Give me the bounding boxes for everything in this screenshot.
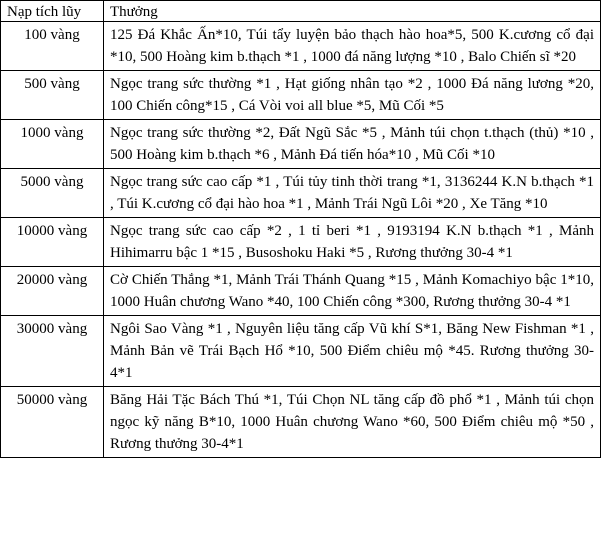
recharge-amount: 500 vàng [1, 71, 104, 120]
table-row [1, 218, 601, 267]
table-row [1, 71, 601, 120]
reward-list: Ngọc trang sức cao cấp *1 , Túi tủy tinh thời trang *1, 3136244 K.N b.thạch *1 , Túi K.cương cổ đại hào hoa *1 , Mảnh Trái Ngũ Lôi *20 , Xe Tăng *10 [104, 169, 601, 218]
table-row [1, 316, 601, 387]
reward-list: Ngọc trang sức cao cấp *2 , 1 tỉ beri *1 , 9193194 K.N b.thạch *1 , Mảnh Hihimarru bậc 1 *15 , Busoshoku Haki *5 , Rương thưởng 30-4 *1 [104, 218, 601, 267]
table-row [1, 387, 601, 458]
reward-list: Ngọc trang sức thường *1 , Hạt giống nhân tạo *2 , 1000 Đá năng lương *20, 100 Chiến công*15 , Cá Vòi voi all blue *5, Mũ Cối *5 [104, 71, 601, 120]
reward-list: Cờ Chiến Thắng *1, Mảnh Trái Thánh Quang *15 , Mảnh Komachiyo bậc 1*10, 1000 Huân chương Wano *40, 100 Chiến công *300, Rương thưởng 30-4 *1 [104, 267, 601, 316]
table-row [1, 169, 601, 218]
table-row [1, 267, 601, 316]
reward-list: Ngọc trang sức thường *2, Đất Ngũ Sắc *5 , Mảnh túi chọn t.thạch (thủ) *10 , 500 Hoàng kim b.thạch *6 , Mảnh Đá tiến hóa*10 , Mũ Cối *10 [104, 120, 601, 169]
recharge-amount: 10000 vàng [1, 218, 104, 267]
recharge-amount: 20000 vàng [1, 267, 104, 316]
table-row [1, 120, 601, 169]
header-reward: Thưởng [104, 1, 601, 22]
reward-list: Băng Hải Tặc Bách Thú *1, Túi Chọn NL tăng cấp đồ phổ *1 , Mảnh túi chọn ngọc kỹ năng B*10, 1000 Huân chương Wano *60, 500 Điểm chiêu mộ *50 , Rương thưởng 30-4*1 [104, 387, 601, 458]
header-recharge: Nạp tích lũy [1, 1, 104, 22]
table-header-row [1, 1, 601, 22]
recharge-amount: 100 vàng [1, 22, 104, 71]
recharge-amount: 50000 vàng [1, 387, 104, 458]
reward-list: Ngôi Sao Vàng *1 , Nguyên liệu tăng cấp Vũ khí S*1, Băng New Fishman *1 , Mảnh Bản vẽ Trái Bạch Hổ *10, 500 Điểm chiêu mộ *45. Rương thưởng 30-4*1 [104, 316, 601, 387]
table-row [1, 22, 601, 71]
recharge-amount: 5000 vàng [1, 169, 104, 218]
recharge-amount: 30000 vàng [1, 316, 104, 387]
recharge-amount: 1000 vàng [1, 120, 104, 169]
reward-list: 125 Đá Khắc Ấn*10, Túi tẩy luyện bảo thạch hào hoa*5, 500 K.cương cổ đại *10, 500 Hoàng kim b.thạch *1 , 1000 đá năng lượng *10 , Balo Chiến sĩ *20 [104, 22, 601, 71]
